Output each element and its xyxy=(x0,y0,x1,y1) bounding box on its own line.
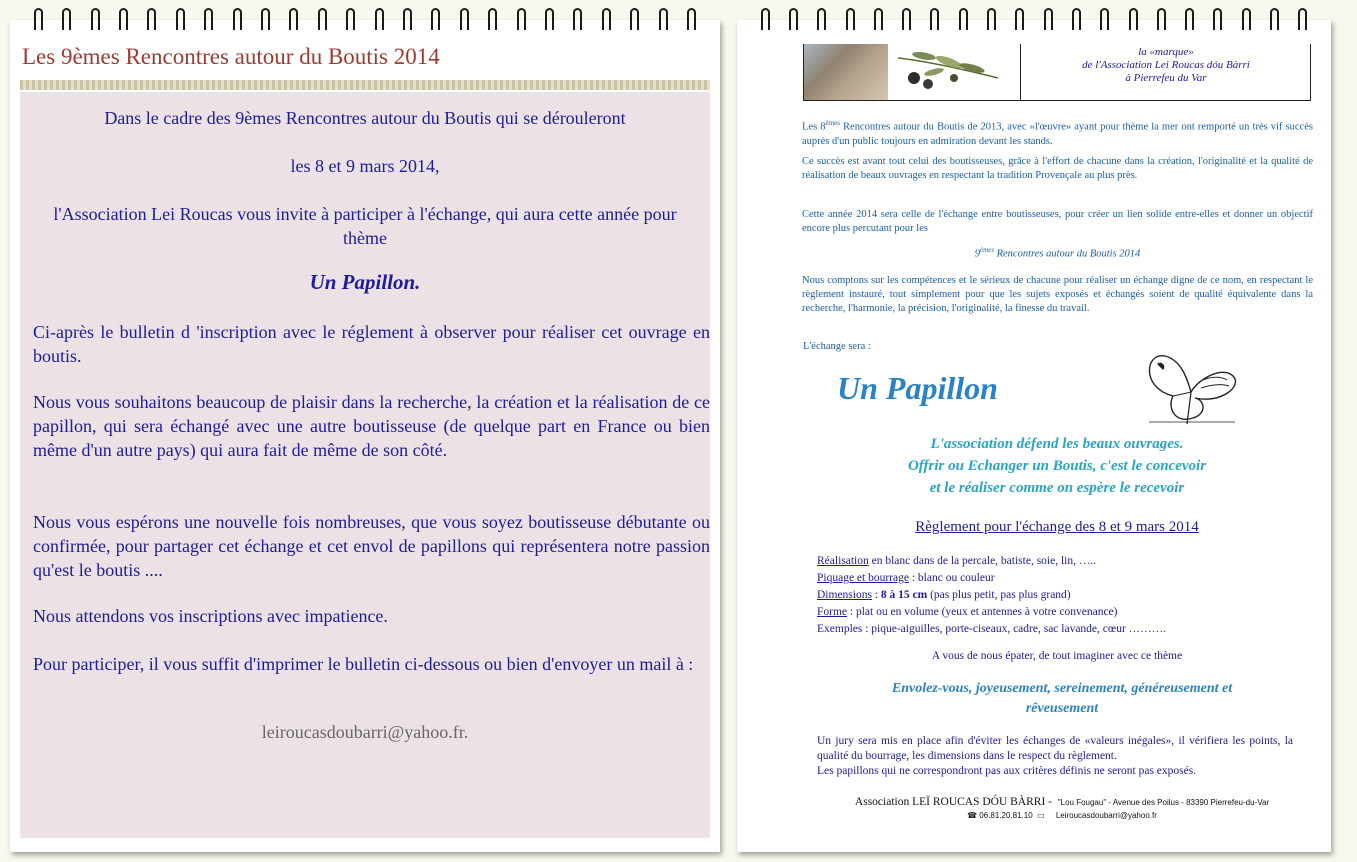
paragraph-participate: Pour participer, il vous suffit d'imprimer le bulletin ci-dessous ou bien d'envoyer un mail à : xyxy=(33,654,694,674)
butterfly-icon xyxy=(1135,348,1245,428)
village-photo xyxy=(804,44,888,100)
theme-heading: Un Papillon. xyxy=(309,270,421,294)
rencontres-line: 9èmes Rencontres autour du Boutis 2014 xyxy=(974,246,1141,260)
echange-label: L'échange sera : xyxy=(803,341,871,352)
paragraph-wishes: Nous vous souhaitons beaucoup de plaisir dans la recherche, la création et la réalisation de ce papillon, qui sera échangé avec une autre boutisseuse (de quelque part en France ou bien même d'un autre pays) qui aura fait de même de son côté. xyxy=(33,392,710,460)
intro-text: Dans le cadre des 9èmes Rencontres autour du Boutis qui se dérouleront xyxy=(104,108,626,128)
theme-title: Un Papillon xyxy=(837,370,998,406)
motto-line-3: et le réaliser comme on espère le recevoir xyxy=(929,480,1185,496)
contact-email[interactable]: leiroucasdoubarri@yahoo.fr. xyxy=(261,722,469,742)
envolez-line-2: rêveusement xyxy=(1025,701,1099,716)
dates-text: les 8 et 9 mars 2014, xyxy=(290,156,440,176)
motto-line-1: L'association défend les beaux ouvrages. xyxy=(930,436,1184,452)
rules-list xyxy=(817,553,1166,638)
spiral-binding xyxy=(737,6,1331,36)
letterhead xyxy=(803,44,1311,101)
left-page xyxy=(10,20,720,852)
paragraph-success-2013: Les 8èmes Rencontres autour du Boutis de 2013, avec «l'œuvre» ayant pour thème la mer ont remporté un très vif succès auprès d'un public toujours en admiration devant les stands. xyxy=(802,119,1313,147)
footer-email[interactable]: Leiroucasdoubarri@yahoo.fr xyxy=(1055,811,1157,820)
envolez-line-1: Envolez-vous, joyeusement, sereinement, généreusement et xyxy=(891,681,1233,696)
invite-text: l'Association Lei Roucas vous invite à participer à l'échange, qui aura cette année pour thème xyxy=(53,204,677,248)
phone-number: ☎ 06.81.20.81.10 xyxy=(967,811,1033,820)
paragraph-exchange: Cette année 2014 sera celle de l'échange entre boutisseuses, pour créer un lien solide entre-elles et donner un objectif encore plus percutant pour les xyxy=(802,209,1313,234)
rule-dimensions: Dimensions : 8 à 15 cm (pas plus petit, pas plus grand) xyxy=(817,589,1071,601)
letterhead-text: la «marque» de l'Association Lei Roucas dóu Bàrri à Pierrefeu du Var xyxy=(1082,46,1250,84)
paragraph-hope: Nous vous espérons une nouvelle fois nombreuses, que vous soyez boutisseuse débutante ou confirmée, pour partager cet échange et cet envol de papillons qui représentera notre passion qu'est le boutis .... xyxy=(33,512,710,580)
footer-contact: ☎ 06.81.20.81.10 ▭ Leiroucasdoubarri@yahoo.fr xyxy=(967,811,1157,820)
jury-paragraph: Un jury sera mis en place afin d'éviter les échanges de «valeurs inégales», il vérifiera les points, la qualité du bourrage, les dimensions dans le respect du règlement. Les papillons qui ne correspondront pas aux critères définis ne seront pas exposés. xyxy=(817,735,1293,777)
right-page xyxy=(737,20,1331,852)
content-box xyxy=(20,92,710,838)
motto-line-2: Offrir ou Echanger un Boutis, c'est le concevoir xyxy=(907,458,1207,474)
page-title: Les 9èmes Rencontres autour du Boutis 2014 xyxy=(22,44,440,69)
paragraph-skills: Nous comptons sur les compétences et le sérieux de chacune pour réaliser un échange digne de ce nom, en respectant le règlement instauré, tout simplement pour que les sujets exposés et échangés soient de qualité équivalente dans la recherche, l'harmonie, la précision, l'originalité, la finesse du travail. xyxy=(802,275,1313,314)
olive-branch-icon xyxy=(894,48,1004,98)
paragraph-bulletin: Ci-après le bulletin d 'inscription avec le réglement à observer pour réaliser cet ouvrage en boutis. xyxy=(33,322,710,366)
footer-association: Association LEÏ ROUCAS DÓU BÀRRI - "Lou Fougau" - Avenue des Poilus - 83390 Pierrefeu-du-Var xyxy=(854,796,1270,808)
rules-title: Règlement pour l'échange des 8 et 9 mars 2014 xyxy=(915,519,1199,535)
epater-line: A vous de nous épater, de tout imaginer avec ce thème xyxy=(931,650,1183,662)
rule-forme: Forme : plat ou en volume (yeux et antennes à votre convenance) xyxy=(817,606,1118,618)
paragraph-boutisseuses: Ce succès est avant tout celui des boutisseuses, grâce à l'effort de chacune dans la création, l'originalité et la qualité de réalisation de beaux ouvrages en respectant la tradition Provençale au plus près. xyxy=(802,156,1313,181)
spiral-binding xyxy=(10,6,720,36)
rule-exemples: Exemples : pique-aiguilles, porte-ciseaux, cadre, sac lavande, cœur ………. xyxy=(817,623,1167,635)
decorative-border xyxy=(20,80,710,90)
rule-realisation: Réalisation en blanc dans de la percale, batiste, soie, lin, ….. xyxy=(817,555,1097,567)
paragraph-waiting: Nous attendons vos inscriptions avec impatience. xyxy=(33,606,388,626)
rule-piquage: Piquage et bourrage : blanc ou couleur xyxy=(817,572,995,584)
